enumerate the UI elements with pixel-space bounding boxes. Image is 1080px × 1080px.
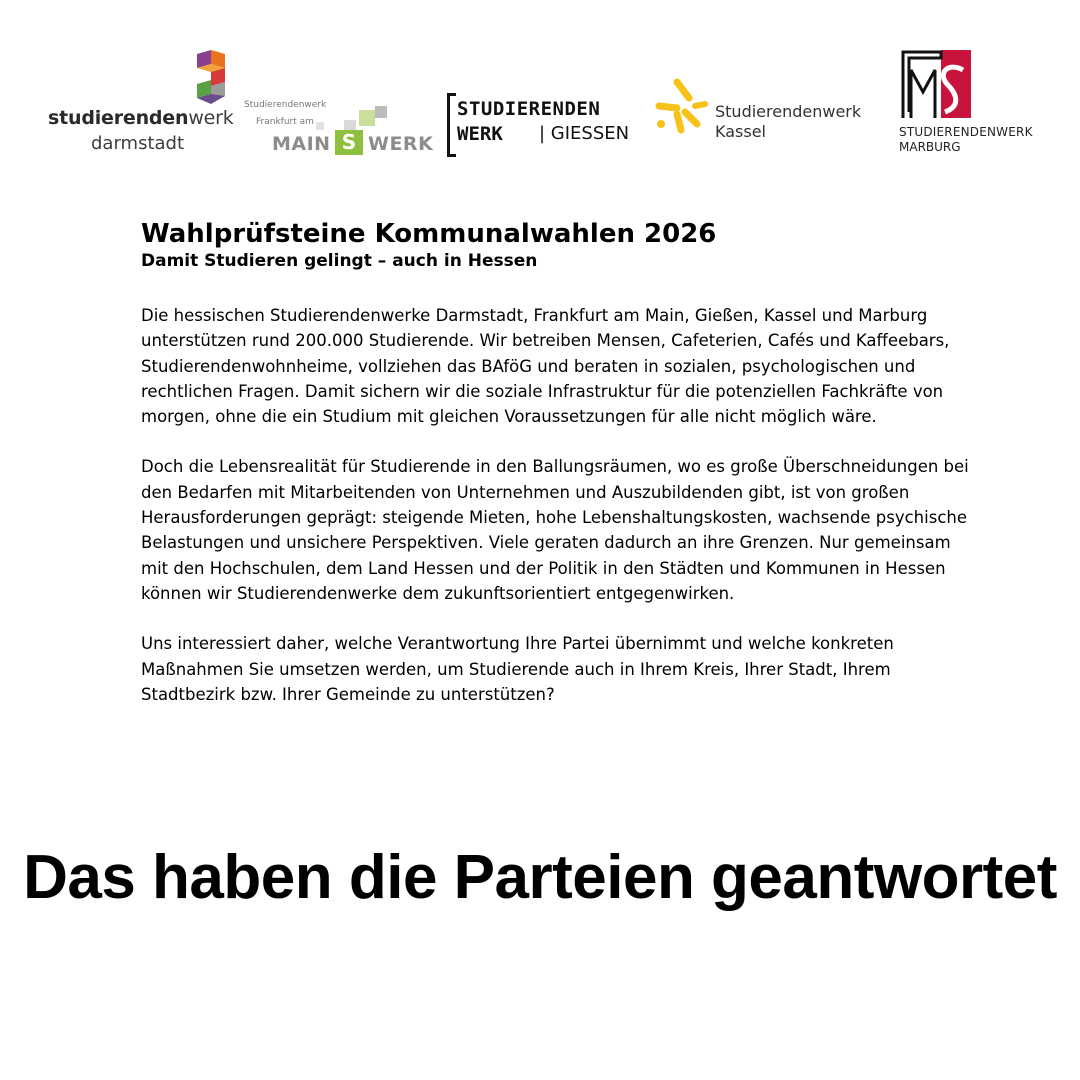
logo-studierendenwerk-frankfurt [244, 100, 439, 160]
paragraph-intro: Die hessischen Studierendenwerke Darmstadt, Frankfurt am Main, Gießen, Kassel und Marburg unterstützen rund 200.000 Studierende. Wir betreiben Mensen, Cafeterien, Cafés und Kaffeebars, Studierendenwohnheime, vollziehen das BAföG und beraten in sozialen, psychologischen und rechtlichen Fragen. Damit sichern wir die soziale Infrastruktur für die potenziellen Fachkräfte von morgen, ohne die ein Studium mit gleichen Voraussetzungen für alle nicht möglich wäre. [141, 306, 950, 427]
marburg-emblem-icon [901, 48, 973, 120]
logo-studierendenwerk-darmstadt [48, 50, 238, 160]
giessen-city: | GIESSEN [539, 123, 630, 144]
giessen-bracket [447, 93, 456, 157]
logo-studierendenwerk-marburg [899, 48, 1059, 158]
giessen-line1: STUDIERENDEN [457, 98, 601, 120]
logo-studierendenwerk-kassel [655, 78, 875, 143]
kassel-line2: Kassel [715, 122, 766, 141]
paragraph-question: Uns interessiert daher, welche Verantwortung Ihre Partei übernimmt und welche konkreten Maßnahmen Sie umsetzen werden, um Studierende auch in Ihrem Kreis, Ihrer Stadt, Ihrem Stadtbezirk bzw. Ihrer Gemeinde zu unterstützen? [141, 634, 894, 704]
paragraph-challenges: Doch die Lebensrealität für Studierende in den Ballungsräumen, wo es große Überschneidungen bei den Bedarfen mit Mitarbeitenden von Unternehmen und Auszubildenden gibt, ist von großen Herausforderungen geprägt: steigende Mieten, hohe Lebenshaltungskosten, wachsende psychische Belastungen und unsichere Perspektiven. Viele geraten dadurch an ihre Grenzen. Nur gemeinsam mit den Hochschulen, dem Land Hessen und der Politik in den Städten und Kommunen in Hessen können wir Studierendenwerke dem zukunftsorientiert entgegenwirken. [141, 457, 969, 603]
kassel-line1: Studierendenwerk [715, 102, 862, 121]
logo-row [0, 0, 1080, 170]
document-title: Wahlprüfsteine Kommunalwahlen 2026 [141, 219, 717, 249]
document-body [141, 218, 971, 707]
marburg-line1: STUDIERENDENWERK [899, 125, 1033, 139]
document-subtitle: Damit Studieren gelingt – auch in Hessen [141, 251, 538, 271]
frankfurt-line1: Studierendenwerk [244, 100, 327, 110]
marburg-line2: MARBURG [899, 140, 961, 154]
frankfurt-line2: Frankfurt am [256, 117, 314, 127]
kassel-sun-icon [655, 78, 711, 140]
frankfurt-main: MAIN [272, 133, 331, 155]
headline-party-answers: Das haben die Parteien geantwortet [23, 843, 1057, 912]
logo-studierendenwerk-giessen [447, 93, 637, 153]
giessen-line2: WERK [457, 123, 503, 145]
darmstadt-emblem-icon [191, 50, 231, 106]
frankfurt-werk: WERK [368, 133, 434, 155]
darmstadt-wordmark: studierendenwerk [48, 107, 234, 129]
frankfurt-s-box: S [335, 130, 363, 155]
darmstadt-city: darmstadt [91, 133, 185, 154]
